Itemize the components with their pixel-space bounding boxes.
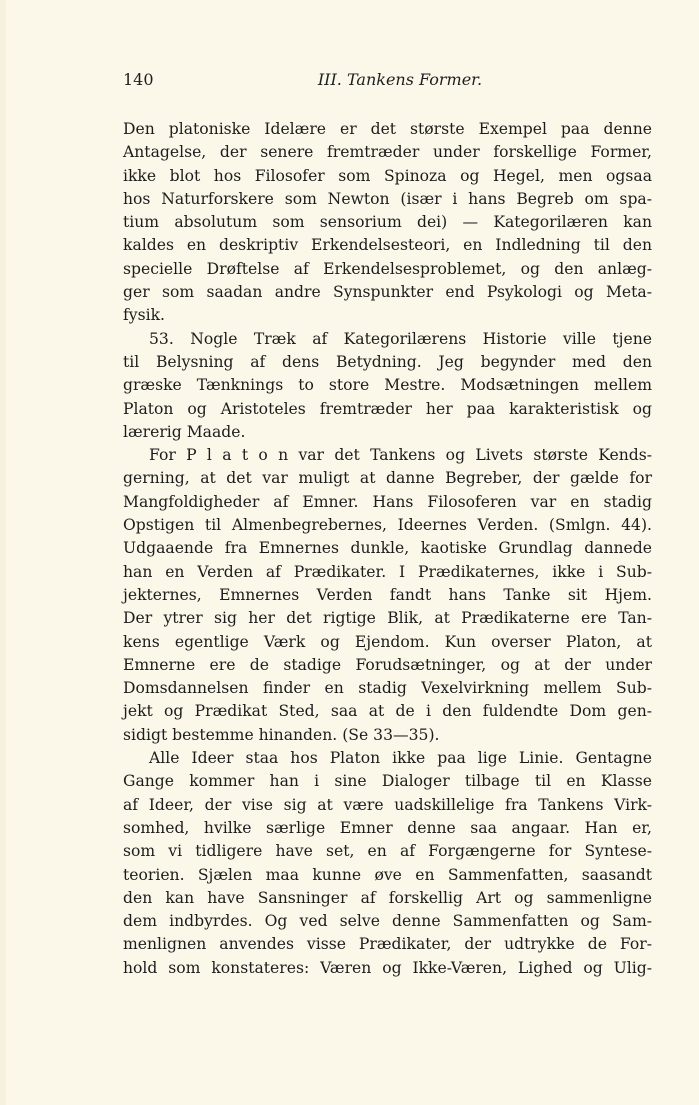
text-line: hos Naturforskere som Newton (især i hans Begreb om spa- bbox=[123, 189, 652, 208]
text-line: Domsdannelsen finder en stadig Vexelvirkning mellem Sub- bbox=[123, 679, 652, 698]
text-line: gerning, at det var muligt at danne Begreber, der gælde for bbox=[123, 469, 652, 488]
text-line: specielle Drøftelse af Erkendelsesproblemet, og den anlæg- bbox=[123, 259, 652, 278]
text-line: lærerig Maade. bbox=[123, 422, 246, 441]
body-text bbox=[123, 118, 652, 980]
text-line: kaldes en deskriptiv Erkendelsesteori, en Indledning til den bbox=[123, 236, 652, 255]
text-line: teorien. Sjælen maa kunne øve en Sammenfatten, saasandt bbox=[123, 865, 652, 884]
running-title: III. Tankens Former. bbox=[317, 70, 483, 89]
text-line: af Ideer, der vise sig at være uadskillelige fra Tankens Virk- bbox=[123, 795, 652, 814]
text-line: som vi tidligere have set, en af Forgængerne for Syntese- bbox=[123, 842, 652, 861]
text-line: hold som konstateres: Væren og Ikke-Væren, Lighed og Ulig- bbox=[123, 958, 652, 977]
text-line: dem indbyrdes. Og ved selve denne Sammenfatten og Sam- bbox=[123, 912, 652, 931]
text-line: Mangfoldigheder af Emner. Hans Filosoferen var en stadig bbox=[123, 492, 652, 511]
text-line: Platon og Aristoteles fremtræder her paa karakteristisk og bbox=[123, 399, 652, 418]
text-line: fysik. bbox=[123, 306, 165, 325]
text-line: den kan have Sansninger af forskellig Art og sammenligne bbox=[123, 888, 652, 907]
text-line: Alle Ideer staa hos Platon ikke paa lige Linie. Gentagne bbox=[149, 749, 652, 768]
text-line: For P l a t o n var det Tankens og Livets største Kends- bbox=[149, 446, 652, 465]
page-number: 140 bbox=[123, 70, 154, 89]
text-line: græske Tænknings to store Mestre. Modsætningen mellem bbox=[123, 376, 652, 395]
text-line: tium absolutum som sensorium dei) — Kategorilæren kan bbox=[123, 213, 652, 232]
text-line: somhed, hvilke særlige Emner denne saa angaar. Han er, bbox=[123, 818, 652, 837]
text-line: jekt og Prædikat Sted, saa at de i den fuldendte Dom gen- bbox=[123, 702, 652, 721]
text-line: 53. Nogle Træk af Kategorilærens Historie ville tjene bbox=[149, 329, 652, 348]
text-line: til Belysning af dens Betydning. Jeg begynder med den bbox=[123, 352, 652, 371]
text-line: Den platoniske Idelære er det største Exempel paa denne bbox=[123, 120, 652, 138]
page-header bbox=[123, 70, 647, 94]
text-line: han en Verden af Prædikater. I Prædikaternes, ikke i Sub- bbox=[123, 562, 652, 581]
text-line: ikke blot hos Filosofer som Spinoza og Hegel, men ogsaa bbox=[123, 166, 652, 185]
text-line: menlignen anvendes visse Prædikater, der udtrykke de For- bbox=[123, 935, 652, 954]
text-line: Emnerne ere de stadige Forudsætninger, og at der under bbox=[123, 655, 652, 674]
text-line: sidigt bestemme hinanden. (Se 33—35). bbox=[123, 725, 440, 744]
text-line: Gange kommer han i sine Dialoger tilbage til en Klasse bbox=[123, 772, 652, 791]
text-line: Opstigen til Almenbegrebernes, Ideernes Verden. (Smlgn. 44). bbox=[123, 516, 652, 535]
text-line: jekternes, Emnernes Verden fandt hans Tanke sit Hjem. bbox=[123, 585, 652, 604]
text-line: Antagelse, der senere fremtræder under forskellige Former, bbox=[123, 143, 652, 162]
text-line: Udgaaende fra Emnernes dunkle, kaotiske Grundlag dannede bbox=[123, 539, 652, 558]
text-line: ger som saadan andre Synspunkter end Psykologi og Meta- bbox=[123, 283, 652, 302]
text-line: Der ytrer sig her det rigtige Blik, at Prædikaterne ere Tan- bbox=[123, 609, 652, 628]
text-line: kens egentlige Værk og Ejendom. Kun overser Platon, at bbox=[123, 632, 652, 651]
